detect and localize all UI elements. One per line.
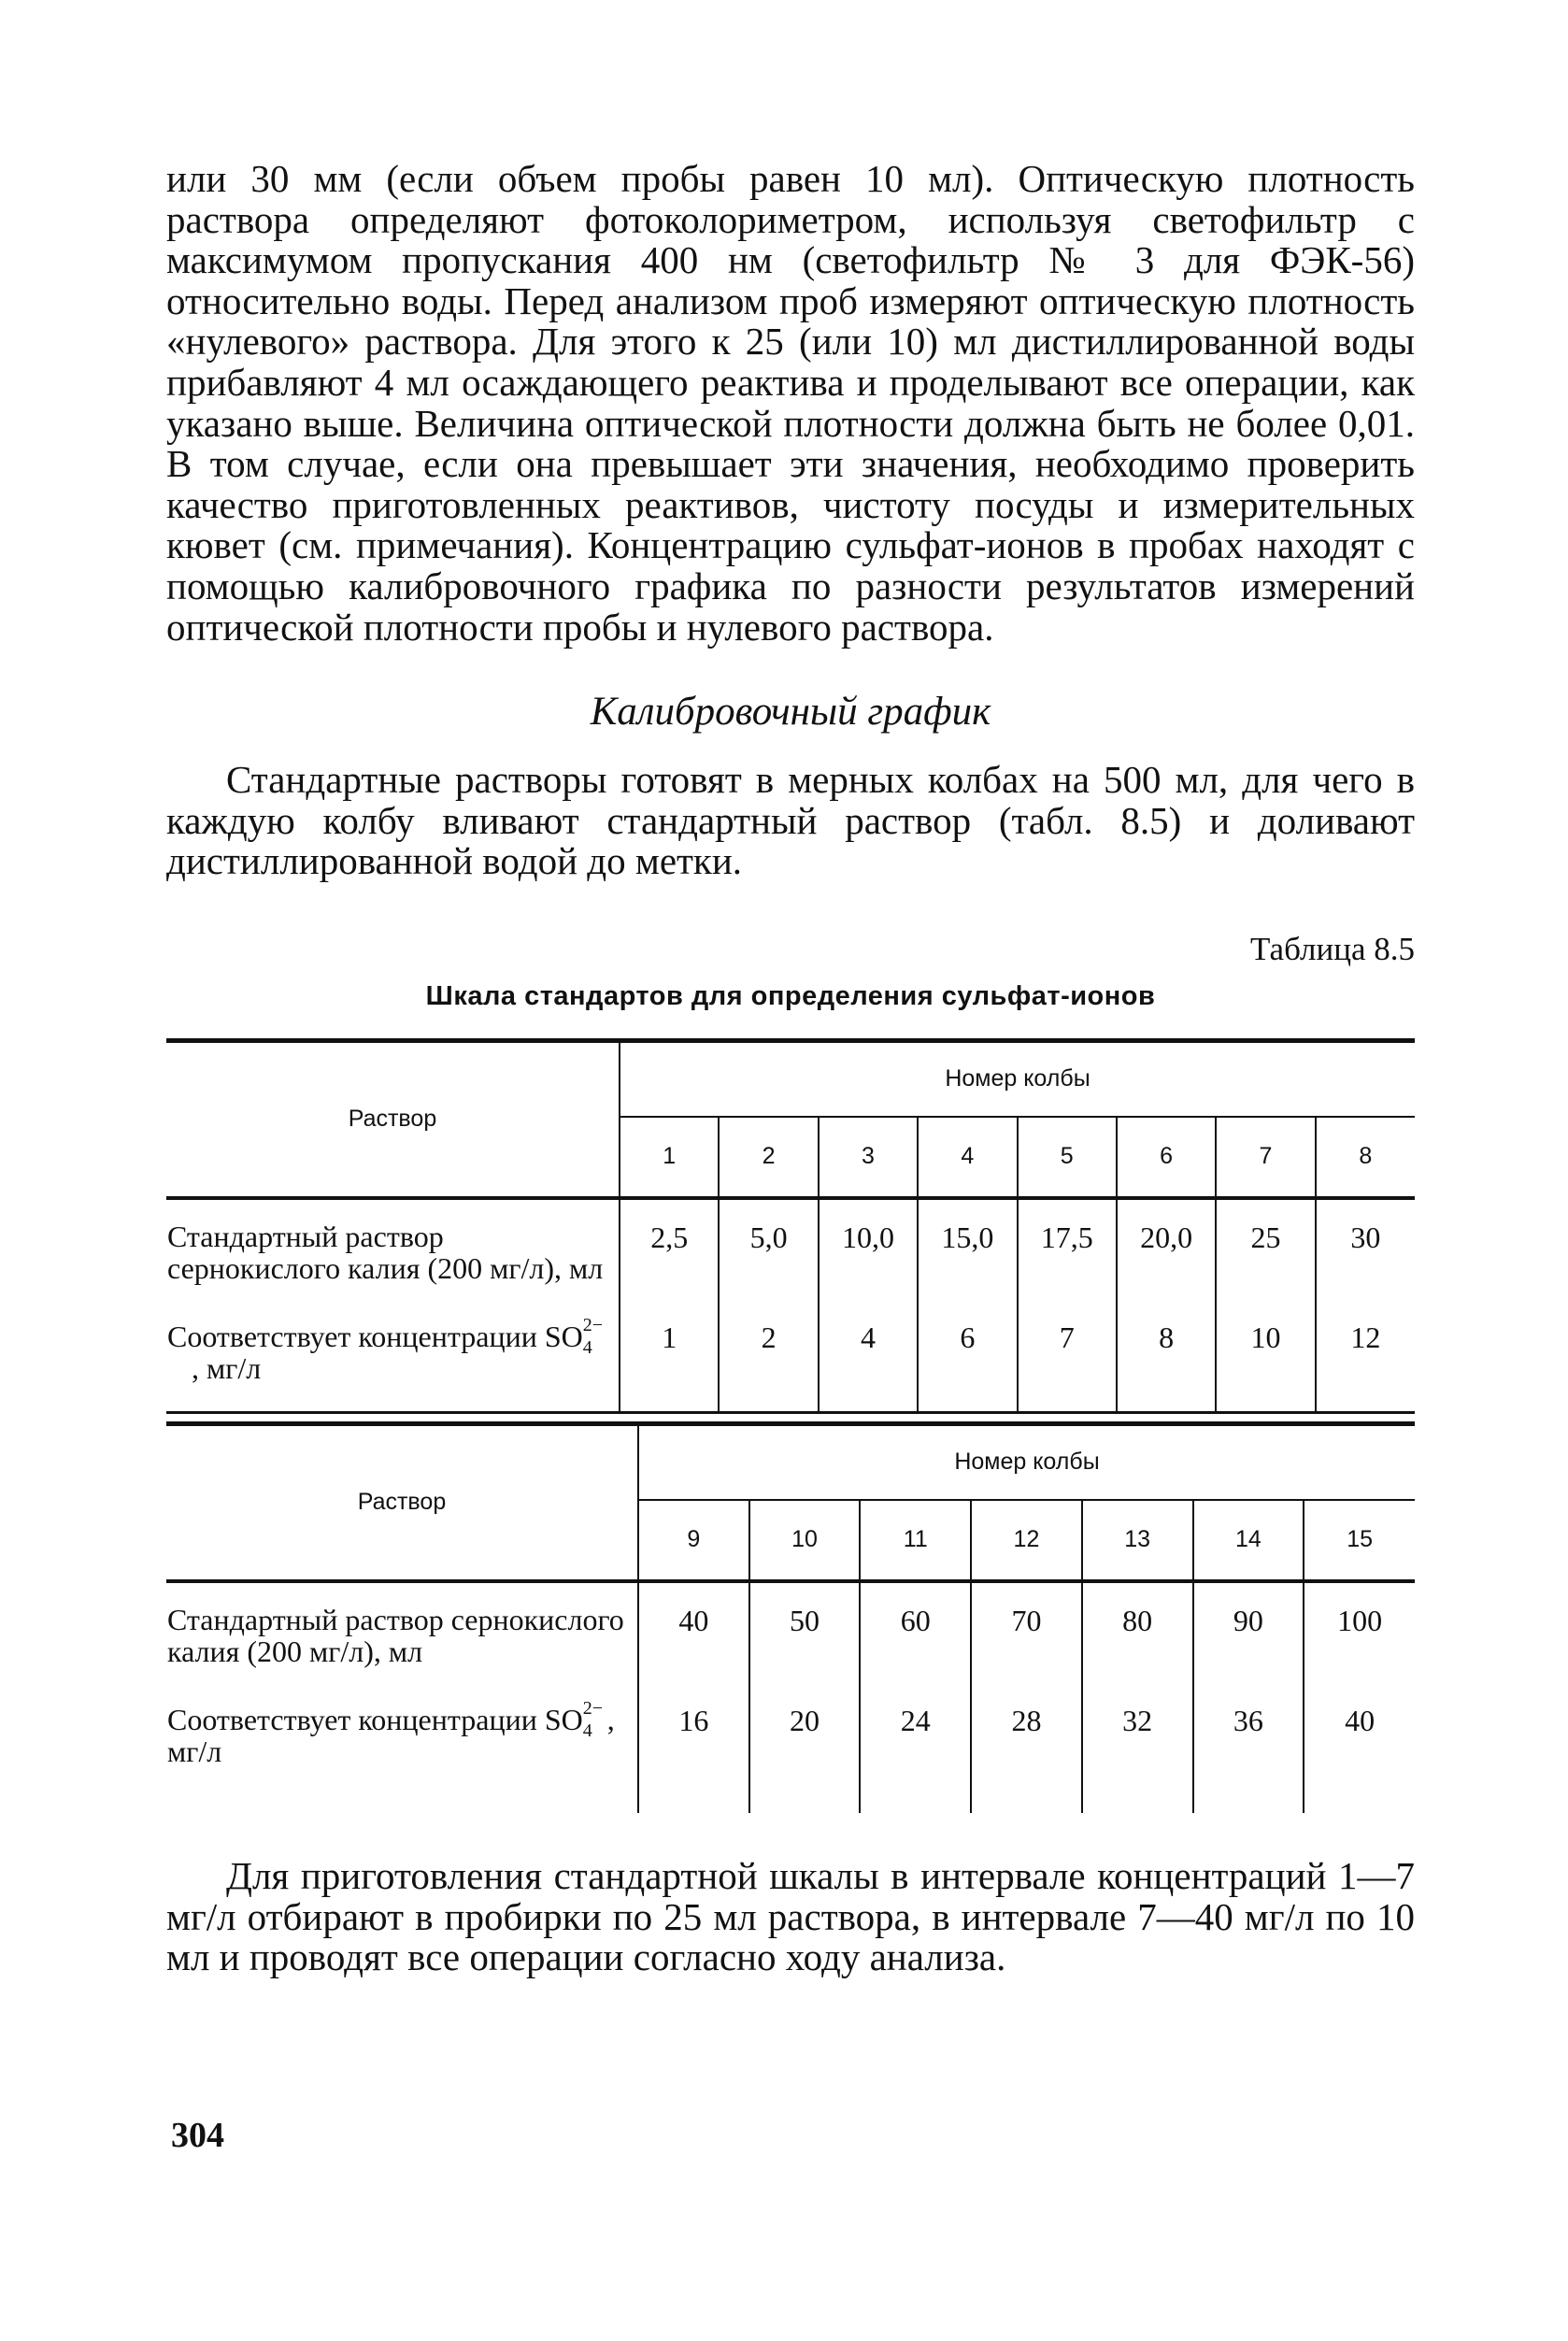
paragraph-standards: Стандартные растворы готовят в мерных колбах на 500 мл, для чего в каждую колбу вливают стандартный раствор (табл. 8.5) и доливают дистиллированной водой до метки. [166,758,1415,883]
table-cell: 36 [1193,1698,1304,1813]
table-cell: 2,5 [620,1198,719,1315]
spacer [166,1813,1415,1856]
group-header-flask-number: Номер колбы [620,1040,1415,1117]
table-cell: 20 [749,1698,861,1813]
table-cell: 40 [638,1581,749,1698]
column-header-solution: Раствор [166,1040,620,1198]
table-cell: 4 [819,1315,918,1413]
charge-superscript: 2− [582,1697,604,1719]
table-cell: 7 [1018,1315,1117,1413]
flask-number: 13 [1082,1500,1193,1581]
subscript: 4 [582,1720,592,1741]
flask-number: 4 [918,1117,1017,1198]
table-cell: 10,0 [819,1198,918,1315]
table-cell: 17,5 [1018,1198,1117,1315]
flask-number: 15 [1304,1500,1415,1581]
row-label-text: Соответствует концентрации SO [167,1702,583,1736]
flask-number: 10 [749,1500,861,1581]
row-label-standard-solution: Стандартный раствор сернокислого калия (200 мг/л), мл [167,1219,604,1285]
table-label: Таблица 8.5 [1250,930,1415,967]
table-cell: 32 [1082,1698,1193,1813]
row-label-unit: , мг/л [192,1350,262,1385]
table-cell: 20,0 [1117,1198,1216,1315]
table-cell: 24 [860,1698,971,1813]
column-header-solution: Раствор [166,1423,638,1581]
standards-table-part-1 [166,1038,1415,1414]
flask-number: 2 [719,1117,818,1198]
table-cell: 5,0 [719,1198,818,1315]
flask-number: 14 [1193,1500,1304,1581]
page-number: 304 [171,2116,224,2155]
table-cell: 12 [1316,1315,1415,1413]
section-title: Калибровочный график [590,690,991,735]
row-label-unit: , мг/л [167,1702,615,1768]
table-cell: 1 [620,1315,719,1413]
table-cell: 16 [638,1698,749,1813]
flask-number: 1 [620,1117,719,1198]
page-body [166,159,1415,1978]
subscript: 4 [582,1336,592,1358]
table-cell: 70 [971,1581,1082,1698]
table-cell: 80 [1082,1581,1193,1698]
table-cell: 8 [1117,1315,1216,1413]
table-cell: 60 [860,1581,971,1698]
flask-number: 12 [971,1500,1082,1581]
group-header-flask-number: Номер колбы [638,1423,1415,1500]
flask-number: 11 [860,1500,971,1581]
table-cell: 100 [1304,1581,1415,1698]
table-cell: 90 [1193,1581,1304,1698]
table-cell: 25 [1216,1198,1315,1315]
flask-number: 8 [1316,1117,1415,1198]
paragraph-scale-preparation: Для приготовления стандартной шкалы в интервале концентраций 1—7 мг/л отбирают в пробирки по 25 мл раствора, в интервале 7—40 мг/л по 10 мл и проводят все операции согласно ходу анализа. [166,1853,1415,1979]
paragraph-intro: или 30 мм (если объем пробы равен 10 мл). Оптическую плотность раствора определяют фотоколориметром, используя светофильтр с максимумом пропускания 400 нм (светофильтр № 3 для ФЭК-56) относительно воды. Перед анализом проб измеряют оптическую плотность «нулевого» раствора. Для этого к 25 (или 10) мл дистиллированной воды прибавляют 4 мл осаждающего реактива и проделывают все операции, как указано выше. Величина оптической плотности должна быть не более 0,01. В том случае, если она превышает эти значения, необходимо проверить качество приготовленных реактивов, чистоту посуды и измерительных кювет (см. примечания). Концентрацию сульфат-ионов в пробах находят с помощью калибровочного графика по разности результатов измерений оптической плотности пробы и нулевого раствора. [166,157,1415,649]
row-label-sulfate-concentration [166,1698,638,1813]
flask-number: 3 [819,1117,918,1198]
standards-table-part-2 [166,1421,1415,1813]
flask-number: 7 [1216,1117,1315,1198]
flask-number: 6 [1117,1117,1216,1198]
flask-number: 9 [638,1500,749,1581]
row-label-standard-solution: Стандартный раствор сернокислого калия (200 мг/л), мл [167,1602,624,1668]
row-label-sulfate-concentration [166,1315,620,1413]
table-cell: 28 [971,1698,1082,1813]
table-cell: 30 [1316,1198,1415,1315]
table-cell: 15,0 [918,1198,1017,1315]
row-label-text: Соответствует концентрации SO [167,1319,583,1353]
table-cell: 40 [1304,1698,1415,1813]
table-caption: Шкала стандартов для определения сульфат-ионов [425,980,1156,1011]
table-cell: 6 [918,1315,1017,1413]
charge-superscript: 2− [582,1314,604,1335]
table-cell: 10 [1216,1315,1315,1413]
flask-number: 5 [1018,1117,1117,1198]
table-cell: 2 [719,1315,818,1413]
table-cell: 50 [749,1581,861,1698]
